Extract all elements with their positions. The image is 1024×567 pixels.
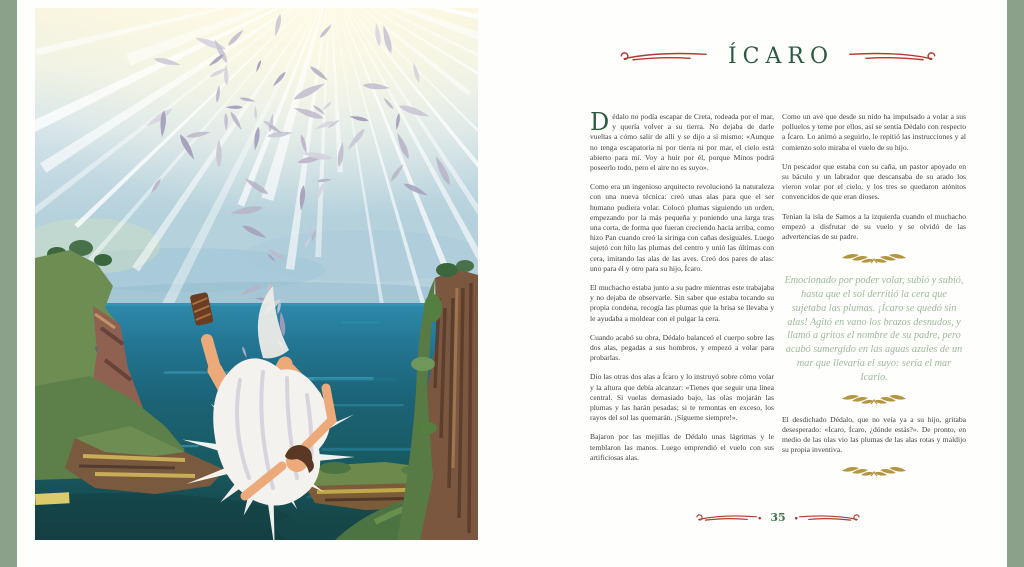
paragraph: Tenían la isla de Samos a la izquierda cuando el muchacho empezó a disfrutar de su vuelo y se olvidó de las advertencias de su padre. — [782, 211, 966, 242]
paragraph: El desdichado Dédalo, que no veía ya a su hijo, gritaba desesperado: «Ícaro, Ícaro, ¿dónde estás?». De pronto, en medio de las olas vio las plumas de las alas rotas y maldijo su propia inventiva. — [782, 414, 966, 455]
left-page — [17, 0, 590, 567]
gold-laurel-ornament-icon — [782, 464, 966, 480]
right-page — [590, 0, 1007, 567]
chapter-title: ÍCARO — [727, 44, 834, 69]
red-flourish-footer-right-icon — [793, 511, 865, 524]
red-flourish-footer-left-icon — [691, 511, 763, 524]
pull-quote: Emocionado por poder volar, subió y subió, hasta que el sol derritió la cera que sujetaba las plumas. ¡Ícaro se quedó sin alas! Agitó en vano los brazos desnudos, y llamó a gritos el nombre de su padre, pero acabó sumergido en las aguas azules de un mar que llevaría el suyo: sería el mar Icario. — [784, 275, 964, 383]
red-flourish-left-icon — [614, 49, 709, 64]
paragraph — [590, 108, 774, 173]
paragraph: Como un ave que desde su nido ha impulsado a volar a sus polluelos y teme por ellos, así se sentía Dédalo con respecto a Ícaro. Lo animó a seguirlo, le repitió las instrucciones y al comienzo solo miraba el vuelo de su hijo. — [782, 112, 966, 152]
story-text — [590, 108, 966, 487]
paragraph-text: édalo no podía escapar de Creta, rodeada por el mar, y quería volver a su tierra. No dejaba de darle vueltas a cómo salir de allí y se dijo a sí mismo: «Aunque no tenga escapatoria ni por tierra ni por mar, el cielo está abierto para mí. Voy a huir por él, porque Minos podrá poseerlo todo, pero el aire no es suyo». — [590, 112, 774, 173]
paragraph: Un pescador que estaba con su caña, un pastor apoyado en su báculo y un labrador que descansaba de su arado los vieron volar por el cielo, y los tres se quedaron atónitos convencidos de que eran dioses. — [782, 161, 966, 202]
drop-cap: D — [590, 108, 610, 136]
icarus-illustration — [35, 8, 478, 540]
paragraph: Como era un ingenioso arquitecto revolucionó la naturaleza con una nueva técnica: creó unas alas para que el ser humano pudiera volar. Colocó plumas siguiendo un orden, empezando por la más pequeña y poniendo una larga tras una corta, de forma que fueran creciendo hacia arriba, como hizo Pan cuando creó la siringa con cañas desiguales. Luego sujetó con hilo las plumas del centro y unió las últimas con cera, imitando las alas de las aves. Creó dos pares de alas: uno para él y otro para su hijo, Ícaro. — [590, 182, 774, 273]
book-cover-edge-right — [1007, 0, 1024, 567]
chapter-header — [590, 44, 966, 69]
book-cover-edge-left — [0, 0, 17, 567]
red-flourish-right-icon — [847, 49, 942, 64]
paragraph: Dio las otras dos alas a Ícaro y lo instruyó sobre cómo volar y la altura que debía alcanzar: «Tienes que seguir una línea central. Si vuelas demasiado bajo, las olas mojarán las plumas y las harán pesadas; si te remontas en exceso, los rayos del sol las quemarán. ¡Sígueme siempre!». — [590, 372, 774, 423]
gold-laurel-ornament-icon — [782, 251, 966, 267]
text-column-2 — [782, 112, 966, 487]
page-number: 35 — [770, 511, 786, 524]
text-column-1 — [590, 108, 774, 487]
gold-laurel-ornament-icon — [782, 392, 966, 408]
paragraph: El muchacho estaba junto a su padre mientras este trabajaba y no dejaba de observarle. Sin saber que estaba tocando su propia condena, recogía las plumas que la brisa se llevaba y le ayudaba a moldear con el pulgar la cera. — [590, 283, 774, 323]
paragraph: Bajaron por las mejillas de Dédalo unas lágrimas y le temblaron las manos. Luego emprendió el vuelo con sus artificiosas alas. — [590, 432, 774, 462]
page-footer — [590, 511, 966, 524]
paragraph: Cuando acabó su obra, Dédalo balanceó el cuerpo sobre las dos alas, pegadas a sus hombros, y empezó a volar para probarlas. — [590, 332, 774, 363]
